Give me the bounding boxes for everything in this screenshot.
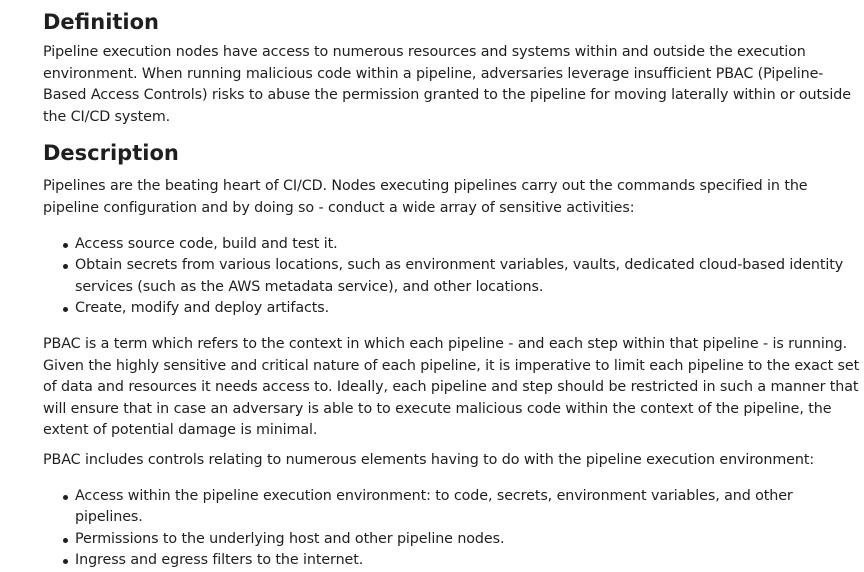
description-heading: Description — [43, 141, 179, 166]
definition-paragraph: Pipeline execution nodes have access to numerous resources and systems within and outside the execution environment. When running malicious code within a pipeline, adversaries leverage insufficient PBAC (Pipeline-Based Access Controls) risks to abuse the permission granted to the pipeline for moving laterally within or outside the CI/CD system. — [43, 44, 851, 125]
list-item: Permissions to the underlying host and other pipeline nodes. — [75, 529, 861, 551]
list-item: Ingress and egress filters to the internet. — [75, 550, 861, 572]
description-intro-paragraph: Pipelines are the beating heart of CI/CD. Nodes executing pipelines carry out the commands specified in the pipeline configuration and by doing so - conduct a wide array of sensitive activities: — [43, 178, 808, 216]
pbac-paragraph: PBAC is a term which refers to the context in which each pipeline - and each step within that pipeline - is running. Given the highly sensitive and critical nature of each pipeline, it is imperative to limit each pipeline to the exact set of data and resources it needs access to. Ideally, each pipeline and step should be restricted in such a manner that will ensure that in case an adversary is able to to execute malicious code within the context of the pipeline, the extent of potential damage is minimal. — [43, 335, 860, 439]
list-item: Access within the pipeline execution environment: to code, secrets, environment variables, and other pipelines. — [75, 486, 861, 529]
activities-list — [43, 234, 861, 320]
pbac-controls-intro: PBAC includes controls relating to numerous elements having to do with the pipeline execution environment: — [43, 451, 815, 468]
list-item: Obtain secrets from various locations, such as environment variables, vaults, dedicated cloud-based identity services (such as the AWS metadata service), and other locations. — [75, 255, 861, 298]
article-content — [43, 0, 861, 572]
list-item: Access source code, build and test it. — [75, 234, 861, 256]
definition-heading: Definition — [43, 10, 160, 34]
list-item: Create, modify and deploy artifacts. — [75, 298, 861, 320]
controls-list — [43, 486, 861, 572]
